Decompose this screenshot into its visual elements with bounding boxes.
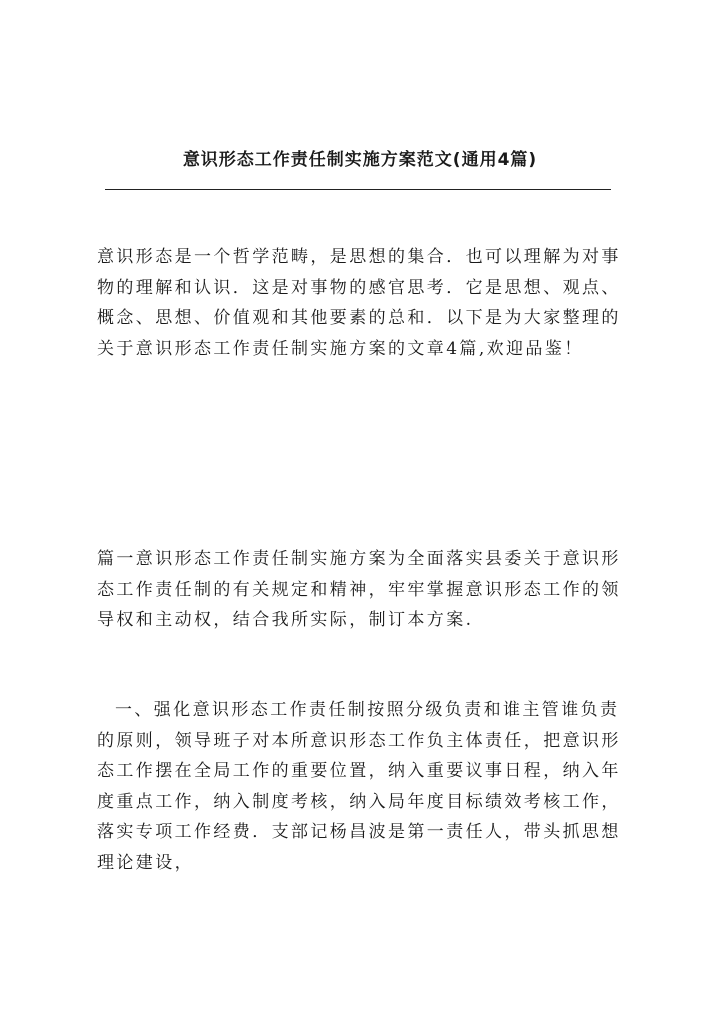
document-title: 意识形态工作责任制实施方案范文(通用4篇)	[182, 150, 538, 170]
title-underline	[105, 189, 611, 190]
section-one-paragraph: 篇一意识形态工作责任制实施方案为全面落实县委关于意识形态工作责任制的有关规定和精神，牢牢掌握意识形态工作的领导权和主动权，结合我所实际，制订本方案.	[97, 549, 621, 631]
point-one-paragraph: 一、强化意识形态工作责任制按照分级负责和谁主管谁负责的原则，领导班子对本所意识形态工作负主体责任，把意识形态工作摆在全局工作的重要位置，纳入重要议事日程，纳入年度重点工作，纳入制度考核，纳入局年度目标绩效考核工作，落实专项工作经费．支部记杨昌波是第一责任人，带头抓思想理论建设，	[97, 700, 621, 873]
intro-paragraph: 意识形态是一个哲学范畴，是思想的集合．也可以理解为对事物的理解和认识．这是对事物的感官思考．它是思想、观点、概念、思想、价值观和其他要素的总和．以下是为大家整理的关于意识形态工作责任制实施方案的文章4篇,欢迎品鉴！	[97, 247, 621, 359]
